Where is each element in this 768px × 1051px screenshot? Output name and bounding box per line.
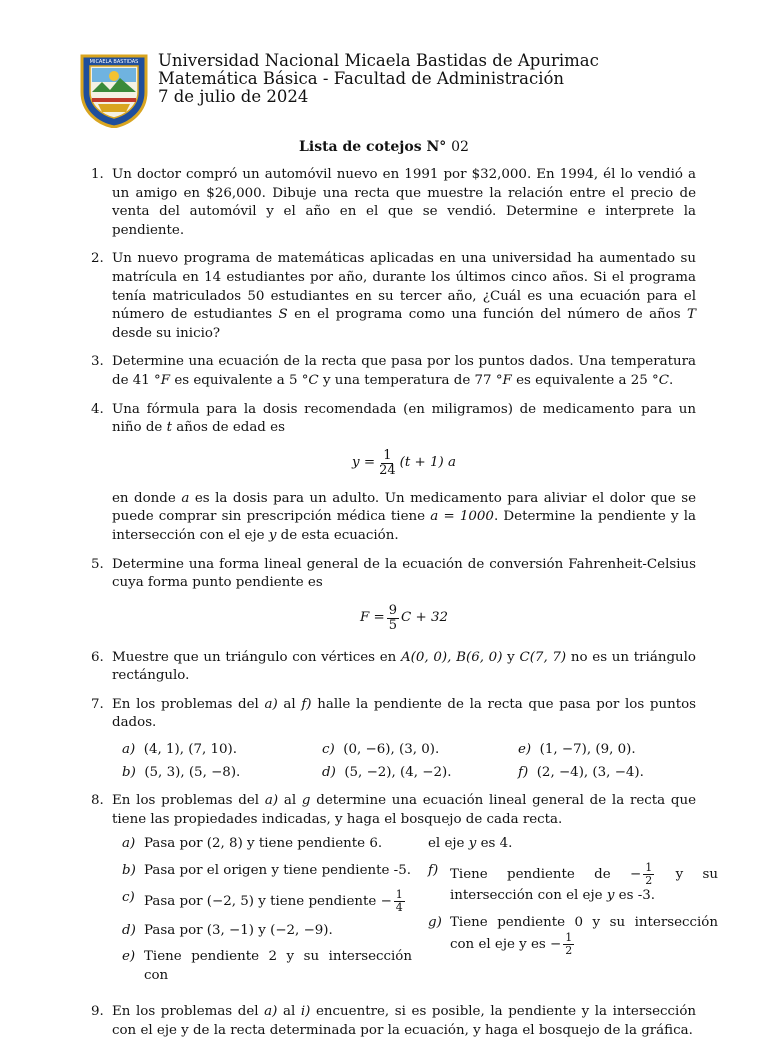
math-var: y [606, 888, 615, 904]
document-title [0, 139, 768, 155]
item-value: (0, −6), (3, 0). [343, 742, 440, 758]
problem-text: Una fórmula para la dosis recomendada (en miligramos) de medicamento para un niño de [112, 401, 696, 436]
problem-list [91, 166, 718, 1051]
conversion-equation [112, 599, 696, 639]
fraction-numerator: 1 [645, 861, 653, 875]
problem-text: de esta ecuación. [280, 527, 399, 543]
university-seal-icon [78, 52, 150, 128]
equation-part: C + 32 [401, 610, 449, 626]
fraction-numerator: 1 [395, 887, 403, 901]
problem-2 [91, 250, 696, 343]
fraction-numerator: 9 [388, 603, 398, 619]
course-name: Matemática Básica - Facultad de Administración [158, 69, 565, 88]
item-text: Tiene pendiente 2 y su intersección con [144, 949, 412, 983]
math-var: T [687, 307, 696, 323]
item-value: (1, −7), (9, 0). [539, 742, 636, 758]
item-label: d) [122, 922, 136, 938]
math-var: a [181, 490, 190, 506]
problem-5 [91, 556, 696, 639]
item-text: Pasa por (2, 8) y tiene pendiente 6. [144, 836, 383, 852]
item-text: el eje [428, 836, 465, 852]
fraction [377, 449, 398, 478]
item-text: Tiene pendiente de − [450, 867, 642, 883]
problem-number: 2. [91, 251, 104, 267]
fraction-denominator: 5 [388, 618, 398, 634]
list-item [322, 764, 518, 783]
problem-text: . [668, 372, 674, 388]
item-label: e) [122, 949, 136, 965]
fraction [394, 889, 405, 914]
problem-4 [91, 401, 696, 546]
fraction-denominator: 2 [645, 874, 653, 888]
item-text: Tiene pendiente 0 y su intersección con el eje y es − [450, 914, 718, 953]
item-label: a) [122, 742, 136, 758]
problem-number: 3. [91, 354, 104, 370]
item-ref: f) [301, 696, 312, 712]
problem-text: Un doctor compró un automóvil nuevo en 1991 por $32,000. En 1994, él lo vendió a un amigo en $26,000. Dibuje una recta que muestre la relación entre el precio de venta del automóvil y el año en el que se vendió. Determine e interprete la pendiente. [112, 167, 696, 238]
fraction [387, 604, 399, 633]
item-text: Pasa por (−2, 5) y tiene pendiente − [144, 893, 392, 909]
list-item [122, 948, 412, 985]
list-item [518, 741, 698, 760]
problem-text: al [283, 793, 297, 809]
problem-1 [91, 166, 696, 240]
problem-text: no es un triángulo rectángulo. [112, 649, 696, 684]
problem-text: en donde [112, 490, 176, 506]
problem-number: 9. [91, 1004, 104, 1020]
item-value: (5, 3), (5, −8). [144, 764, 241, 780]
problem-text: al [282, 1004, 296, 1020]
item-ref: a) [264, 793, 279, 809]
item-ref: g [301, 793, 311, 809]
list-item [322, 741, 518, 760]
item-text: es 4. [480, 836, 513, 852]
item-label: f) [518, 764, 529, 780]
seal-text: MICAELA BASTIDAS [89, 59, 139, 65]
equation-part: F = [359, 610, 385, 626]
problem-text: En los problemas del [112, 1004, 259, 1020]
fraction-numerator: 1 [383, 448, 392, 464]
list-item [122, 862, 412, 881]
document-date: 7 de julio de 2024 [158, 87, 309, 106]
problem-text: y [507, 649, 515, 665]
title-number: 02 [451, 139, 469, 155]
fraction-numerator: 1 [565, 931, 573, 945]
math-var: t [166, 420, 173, 436]
item-label: c) [122, 889, 135, 905]
math-var: S [278, 307, 288, 323]
problem-text: determine una ecuación lineal general de la recta que tiene las propiedades indicadas, y haga el bosquejo de cada recta. [112, 793, 697, 827]
problem-text: Un nuevo programa de matemáticas aplicadas en una universidad ha aumentado su matrícula en 14 estudiantes por año, durante los últimos cinco años. Si el programa tenía matriculados 50 estudiantes en su tercer año, ¿Cuál es una ecuación para el número de estudiantes [112, 251, 696, 323]
problem-number: 5. [91, 556, 104, 572]
item-value: (4, 1), (7, 10). [143, 742, 238, 758]
problem-text: años de edad es [176, 420, 285, 436]
problem-3 [91, 353, 696, 390]
math-expression: a = 1000 [430, 509, 494, 525]
problem-7 [91, 696, 696, 782]
problem-text: Determine una ecuación de la recta que pasa por los puntos dados. Una temperatura de 41 ° [112, 354, 696, 388]
item-label: g) [428, 914, 442, 930]
item-ref: i) [300, 1004, 311, 1020]
item-label: c) [322, 742, 335, 758]
item-text: y su intersección con el eje [450, 867, 718, 904]
slope-items [112, 741, 696, 782]
line-items [112, 835, 718, 993]
list-item [122, 764, 322, 783]
math-expression: C(7, 7) [519, 649, 567, 665]
problem-text: En los problemas del [112, 793, 260, 809]
right-column [428, 835, 718, 993]
item-value: (5, −2), (4, −2). [344, 764, 452, 780]
math-var: C [308, 372, 319, 388]
list-item [428, 862, 718, 906]
problem-number: 6. [91, 649, 104, 665]
item-label: b) [122, 863, 136, 879]
problem-text: Determine una forma lineal general de la ecuación de conversión Fahrenheit-Celsius cuya forma punto pendiente es [112, 556, 696, 591]
item-label: f) [428, 863, 439, 879]
list-item-continued [428, 835, 718, 854]
item-text: Pasa por el origen y tiene pendiente -5. [144, 863, 411, 879]
equation-part: (t + 1) a [399, 455, 456, 471]
problem-text: al [283, 696, 296, 712]
list-item [122, 835, 412, 854]
problem-text: y una temperatura de 77 ° [322, 372, 503, 388]
item-label: d) [322, 764, 336, 780]
math-var: y [468, 836, 477, 852]
math-var: F [160, 372, 171, 388]
problem-text: encuentre, si es posible, la pendiente y la intersección con el eje y de la recta determinada por la ecuación, y haga el bosquejo de la gráfica. [112, 1004, 697, 1038]
math-expression: A(0, 0), [401, 649, 452, 665]
list-item [122, 922, 412, 941]
math-expression: B(6, 0) [456, 649, 503, 665]
problem-8 [91, 792, 718, 993]
problem-text: es equivalente a 5 ° [174, 372, 309, 388]
left-column [122, 835, 412, 993]
problem-number: 8. [91, 793, 104, 809]
problem-9 [91, 1003, 696, 1040]
fraction [563, 932, 574, 957]
problem-text: es equivalente a 25 ° [516, 372, 659, 388]
math-var: C [658, 372, 669, 388]
list-item [122, 889, 412, 914]
item-text: Pasa por (3, −1) y (−2, −9). [144, 922, 333, 938]
item-label: a) [122, 836, 136, 852]
problem-text: en el programa como una función del número de años [294, 307, 681, 323]
problem-number: 1. [91, 167, 104, 182]
problem-6 [91, 649, 696, 686]
fraction-denominator: 2 [565, 944, 573, 958]
title-text: Lista de cotejos N° [299, 139, 447, 155]
problem-text: . Determine la pendiente y la intersección con el eje [112, 509, 696, 543]
problem-text: desde su inicio? [112, 325, 221, 341]
item-label: e) [518, 742, 532, 758]
fraction-denominator: 4 [395, 900, 403, 914]
list-item [122, 741, 322, 760]
document-header [78, 48, 718, 128]
problem-text: En los problemas del [112, 696, 259, 712]
problem-text: es la dosis para un adulto. Un medicamento para aliviar el dolor que se puede comprar sin prescripción médica tiene [112, 490, 697, 525]
university-name: Universidad Nacional Micaela Bastidas de Apurimac [158, 51, 599, 70]
list-item [518, 764, 698, 783]
item-ref: a) [264, 696, 278, 712]
fraction [643, 862, 654, 887]
problem-text: halle la pendiente de la recta que pasa por los puntos dados. [112, 696, 697, 731]
fraction-denominator: 24 [379, 463, 396, 479]
dosage-equation [112, 444, 696, 484]
problem-number: 7. [91, 696, 104, 712]
item-ref: a) [264, 1004, 278, 1020]
item-value: (2, −4), (3, −4). [536, 764, 644, 780]
list-item [428, 914, 718, 958]
equation-part: y = [352, 455, 376, 471]
math-var: F [502, 372, 512, 388]
item-label: b) [122, 764, 136, 780]
problem-text: Muestre que un triángulo con vértices en [112, 649, 397, 665]
problem-number: 4. [91, 401, 104, 417]
math-var: y [268, 527, 277, 543]
item-text: es -3. [618, 888, 656, 904]
